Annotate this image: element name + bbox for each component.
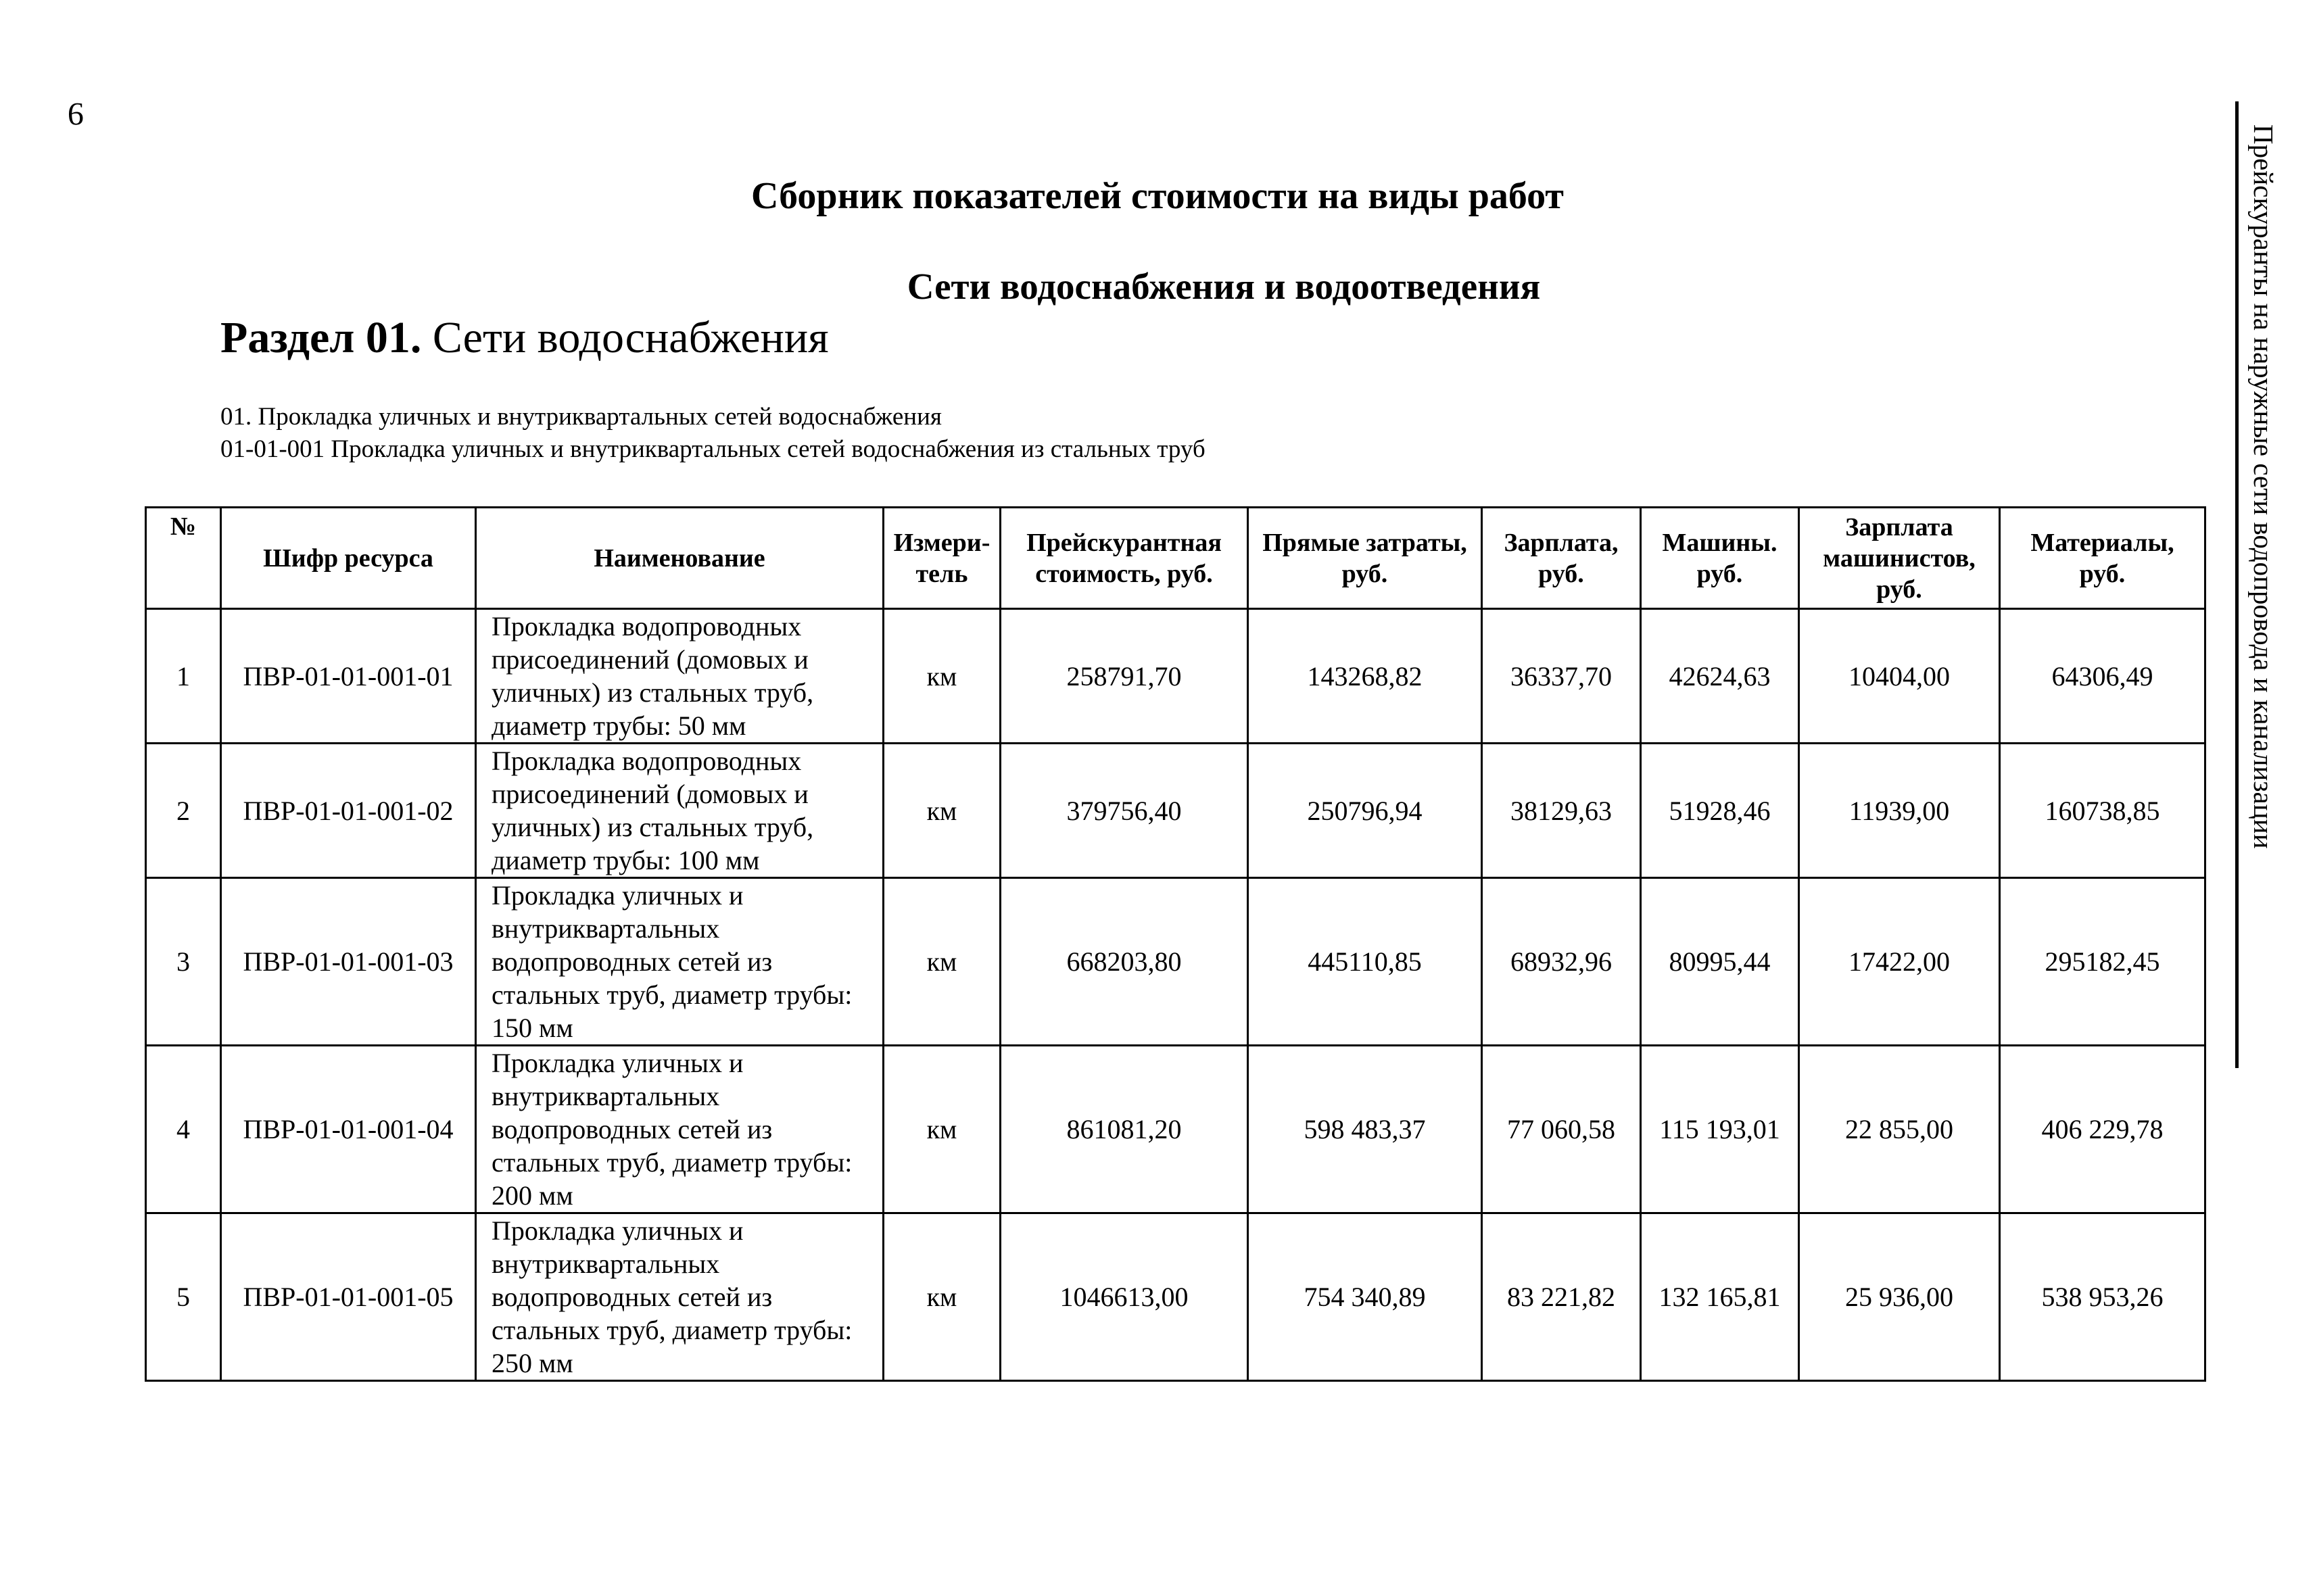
document-title: Сборник показателей стоимости на виды работ [751, 175, 1564, 217]
cell-num: 4 [146, 1046, 221, 1213]
cell-num: 2 [146, 744, 221, 878]
header-wages: Зарплата, руб. [1482, 508, 1641, 609]
cell-name: Прокладка водопроводных присоединений (домовых и уличных) из стальных труб, диаметр трубы: 100 мм [476, 744, 884, 878]
cell-direct: 598 483,37 [1248, 1046, 1482, 1213]
cell-name: Прокладка водопроводных присоединений (домовых и уличных) из стальных труб, диаметр трубы: 50 мм [476, 609, 884, 744]
cell-machines: 42624,63 [1641, 609, 1799, 744]
table-row [146, 878, 2205, 1046]
cell-operator-wages: 25 936,00 [1799, 1213, 2000, 1381]
table-row [146, 1213, 2205, 1381]
cell-price: 379756,40 [1001, 744, 1248, 878]
cell-code: ПВР-01-01-001-05 [221, 1213, 476, 1381]
cell-name: Прокладка уличных и внутриквартальных водопроводных сетей из стальных труб, диаметр трубы: 200 мм [476, 1046, 884, 1213]
table-header-row [146, 508, 2205, 609]
cell-name: Прокладка уличных и внутриквартальных водопроводных сетей из стальных труб, диаметр трубы: 250 мм [476, 1213, 884, 1381]
cell-price: 668203,80 [1001, 878, 1248, 1046]
header-price: Прейскурантная стоимость, руб. [1001, 508, 1248, 609]
running-head [2233, 108, 2294, 865]
cell-wages: 77 060,58 [1482, 1046, 1641, 1213]
cell-machines: 51928,46 [1641, 744, 1799, 878]
cell-code: ПВР-01-01-001-01 [221, 609, 476, 744]
cell-unit: км [884, 609, 1001, 744]
cell-name: Прокладка уличных и внутриквартальных водопроводных сетей из стальных труб, диаметр трубы: 150 мм [476, 878, 884, 1046]
header-operator-wages: Зарплата машинистов, руб. [1799, 508, 2000, 609]
price-table [145, 506, 2206, 1382]
table-row [146, 609, 2205, 744]
cell-machines: 115 193,01 [1641, 1046, 1799, 1213]
cell-materials: 160738,85 [2000, 744, 2205, 878]
cell-unit: км [884, 744, 1001, 878]
cell-materials: 406 229,78 [2000, 1046, 2205, 1213]
section-heading [220, 310, 829, 366]
cell-direct: 754 340,89 [1248, 1213, 1482, 1381]
header-unit: Измери-тель [884, 508, 1001, 609]
cell-materials: 295182,45 [2000, 878, 2205, 1046]
table-caption: 01-01-001 Прокладка уличных и внутриквартальных сетей водоснабжения из стальных труб [220, 435, 1206, 463]
cell-materials: 538 953,26 [2000, 1213, 2205, 1381]
running-head-text: Прейскуранты на наружные сети водопровода и канализации [2248, 124, 2279, 849]
cell-machines: 80995,44 [1641, 878, 1799, 1046]
page-number: 9 [68, 96, 84, 132]
header-materials: Материалы, руб. [2000, 508, 2205, 609]
cell-price: 258791,70 [1001, 609, 1248, 744]
cell-num: 5 [146, 1213, 221, 1381]
cell-operator-wages: 10404,00 [1799, 609, 2000, 744]
cell-num: 3 [146, 878, 221, 1046]
document-subtitle: Сети водоснабжения и водоотведения [907, 266, 1541, 307]
section-prefix: Раздел 01. [220, 313, 422, 362]
cell-price: 1046613,00 [1001, 1213, 1248, 1381]
cell-unit: км [884, 878, 1001, 1046]
cell-wages: 38129,63 [1482, 744, 1641, 878]
header-direct: Прямые затраты, руб. [1248, 508, 1482, 609]
cell-wages: 36337,70 [1482, 609, 1641, 744]
subsection-heading: 01. Прокладка уличных и внутриквартальных сетей водоснабжения [220, 403, 942, 431]
cell-wages: 68932,96 [1482, 878, 1641, 1046]
cell-direct: 250796,94 [1248, 744, 1482, 878]
cell-code: ПВР-01-01-001-03 [221, 878, 476, 1046]
header-code: Шифр ресурса [221, 508, 476, 609]
cell-num: 1 [146, 609, 221, 744]
cell-code: ПВР-01-01-001-04 [221, 1046, 476, 1213]
header-name: Наименование [476, 508, 884, 609]
cell-materials: 64306,49 [2000, 609, 2205, 744]
cell-unit: км [884, 1213, 1001, 1381]
cell-operator-wages: 11939,00 [1799, 744, 2000, 878]
header-machines: Машины. руб. [1641, 508, 1799, 609]
cell-wages: 83 221,82 [1482, 1213, 1641, 1381]
cell-direct: 143268,82 [1248, 609, 1482, 744]
table-row [146, 1046, 2205, 1213]
cell-operator-wages: 22 855,00 [1799, 1046, 2000, 1213]
table-row [146, 744, 2205, 878]
cell-unit: км [884, 1046, 1001, 1213]
cell-operator-wages: 17422,00 [1799, 878, 2000, 1046]
header-num: № [146, 508, 221, 609]
cell-code: ПВР-01-01-001-02 [221, 744, 476, 878]
cell-machines: 132 165,81 [1641, 1213, 1799, 1381]
cell-direct: 445110,85 [1248, 878, 1482, 1046]
section-name: Сети водоснабжения [432, 313, 829, 362]
cell-price: 861081,20 [1001, 1046, 1248, 1213]
